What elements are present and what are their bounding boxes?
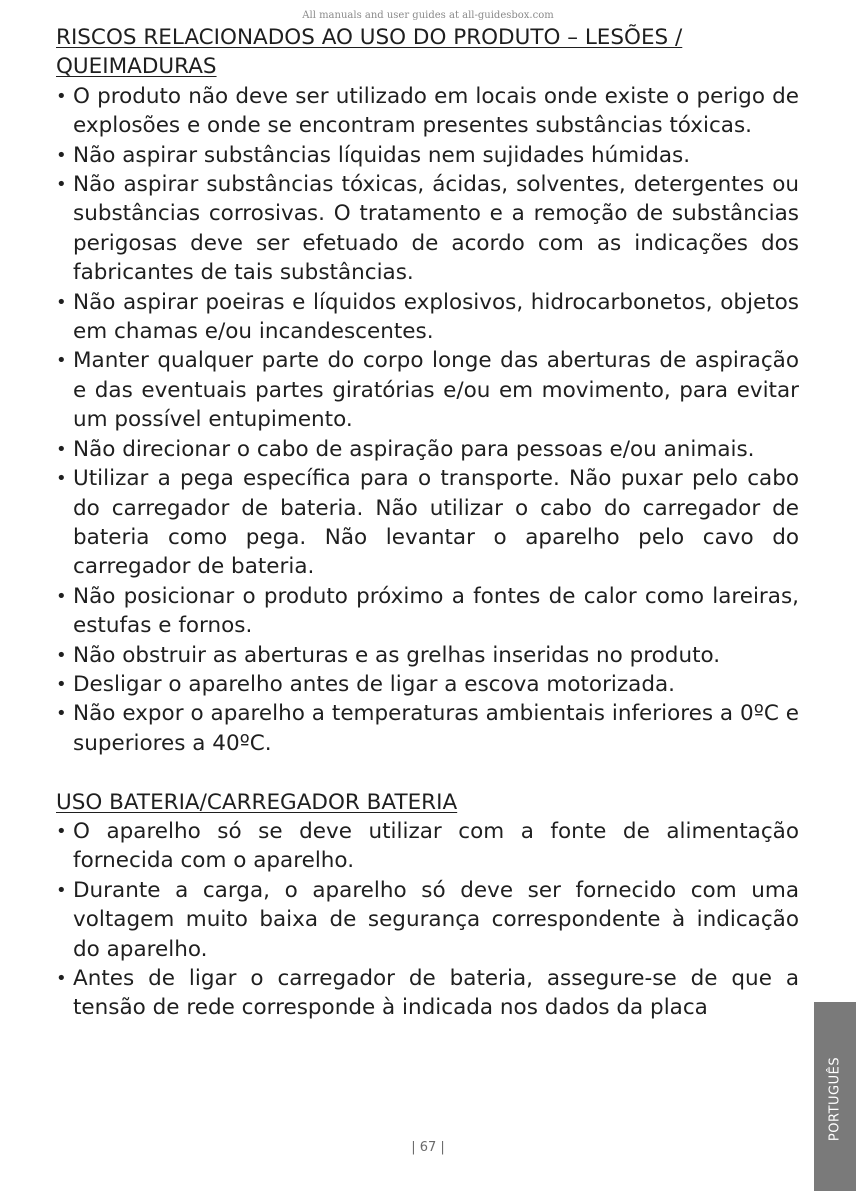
bullet-icon: • [56, 350, 67, 372]
section-spacer [56, 758, 799, 787]
list-item [56, 699, 799, 758]
list-item-text: Não obstruir as aberturas e as grelhas inseridas no produto. [73, 642, 721, 668]
list-item [56, 670, 799, 699]
list-item-text: Desligar o aparelho antes de ligar a escova motorizada. [73, 671, 675, 697]
bullet-icon: • [56, 820, 67, 842]
list-item [56, 346, 799, 434]
language-tab-label: PORTUGUÊS [827, 1056, 843, 1142]
list-item [56, 464, 799, 582]
bullet-icon: • [56, 291, 67, 313]
bullet-icon: • [56, 174, 67, 196]
watermark-text: All manuals and user guides at all-guidesbox.com [302, 10, 554, 21]
bullet-icon: • [56, 144, 67, 166]
list-item-text: Manter qualquer parte do corpo longe das aberturas de aspiração e das eventuais partes giratórias e/ou em movimento, para evitar um possível entupimento. [73, 348, 799, 433]
list-item-text: Não aspirar substâncias tóxicas, ácidas, solventes, detergentes ou substâncias corrosivas. O tratamento e a remoção de substâncias perigosas deve ser efetuado de acordo com as indicações dos fabricantes de tais substâncias. [73, 172, 799, 286]
list-item [56, 641, 799, 670]
bullet-icon: • [56, 85, 67, 107]
list-item [56, 817, 799, 876]
list-item-text: Não direcionar o cabo de aspiração para pessoas e/ou animais. [73, 436, 755, 462]
list-item-text: Não expor o aparelho a temperaturas ambientais inferiores a 0ºC e superiores a 40ºC. [73, 701, 799, 756]
list-item-text: Durante a carga, o aparelho só deve ser fornecido com uma voltagem muito baixa de segurança correspondente à indicação do aparelho. [73, 877, 799, 962]
section-title-battery: USO BATERIA/CARREGADOR BATERIA [56, 789, 458, 815]
battery-bullet-list [56, 817, 799, 1023]
bullet-icon: • [56, 644, 67, 666]
list-item-text: Não aspirar substâncias líquidas nem sujidades húmidas. [73, 142, 691, 168]
bullet-icon: • [56, 438, 67, 460]
list-item-text: Não posicionar o produto próximo a fontes de calor como lareiras, estufas e fornos. [73, 583, 799, 639]
list-item [56, 82, 799, 141]
list-item [56, 582, 799, 641]
list-item-text: Antes de ligar o carregador de bateria, assegure-se de que a tensão de rede corresponde à indicada nos dados da placa [73, 965, 799, 1021]
list-item-text: O aparelho só se deve utilizar com a fonte de alimentação fornecida com o aparelho. [73, 818, 799, 874]
list-item [56, 141, 799, 170]
bullet-icon: • [56, 879, 67, 901]
bullet-icon: • [56, 967, 67, 989]
bullet-icon: • [56, 468, 67, 490]
list-item [56, 964, 799, 1023]
list-item [56, 876, 799, 964]
section-title-risks: RISCOS RELACIONADOS AO USO DO PRODUTO – LESÕES / QUEIMADURAS [56, 25, 683, 80]
language-tab [814, 1002, 856, 1191]
list-item-text: Não aspirar poeiras e líquidos explosivos, hidrocarbonetos, objetos em chamas e/ou incandescentes. [73, 289, 799, 345]
page-content [56, 23, 799, 1023]
list-item-text: O produto não deve ser utilizado em locais onde existe o perigo de explosões e onde se encontram presentes substâncias tóxicas. [73, 83, 799, 139]
bullet-icon: • [56, 703, 67, 725]
page-number: | 67 | [411, 1140, 445, 1155]
bullet-icon: • [56, 673, 67, 695]
list-item [56, 288, 799, 347]
list-item-text: Utilizar a pega específica para o transporte. Não puxar pelo cabo do carregador de bateria. Não utilizar o cabo do carregador de bateria como pega. Não levantar o aparelho pelo cavo do carregador de bateria. [73, 466, 799, 580]
list-item [56, 435, 799, 464]
list-item [56, 170, 799, 288]
bullet-icon: • [56, 585, 67, 607]
risk-bullet-list [56, 82, 799, 758]
